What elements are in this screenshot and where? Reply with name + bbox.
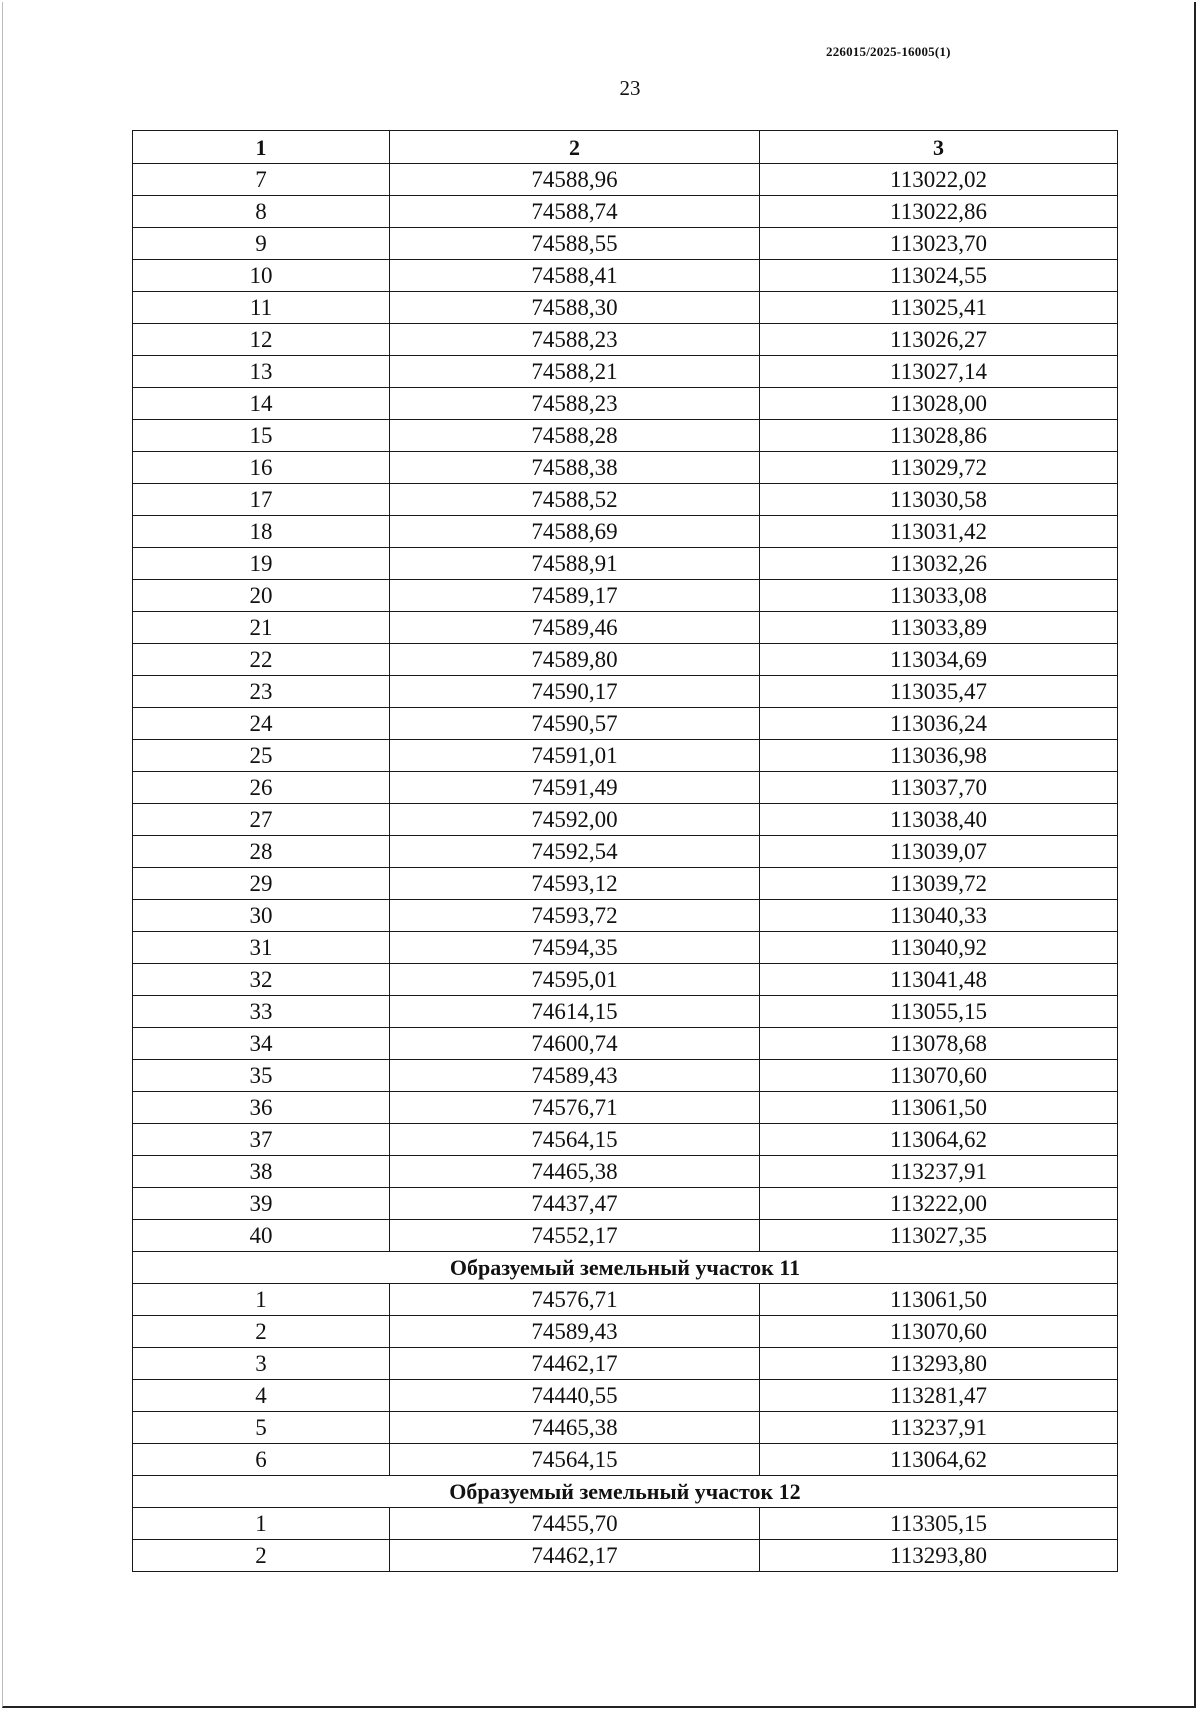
table-row xyxy=(133,548,1118,580)
point-number-cell: 16 xyxy=(133,452,390,484)
point-number-cell: 34 xyxy=(133,1028,390,1060)
point-number-cell: 6 xyxy=(133,1444,390,1476)
x-coordinate-cell: 74588,38 xyxy=(390,452,760,484)
point-number-cell: 12 xyxy=(133,324,390,356)
y-coordinate-cell: 113293,80 xyxy=(760,1540,1118,1572)
table-row xyxy=(133,356,1118,388)
point-number-cell: 28 xyxy=(133,836,390,868)
point-number-cell: 19 xyxy=(133,548,390,580)
table-row xyxy=(133,1412,1118,1444)
table-row xyxy=(133,612,1118,644)
x-coordinate-cell: 74564,15 xyxy=(390,1124,760,1156)
table-header-row xyxy=(133,131,1118,164)
y-coordinate-cell: 113064,62 xyxy=(760,1444,1118,1476)
point-number-cell: 2 xyxy=(133,1316,390,1348)
y-coordinate-cell: 113023,70 xyxy=(760,228,1118,260)
y-coordinate-cell: 113037,70 xyxy=(760,772,1118,804)
point-number-cell: 38 xyxy=(133,1156,390,1188)
table-row xyxy=(133,196,1118,228)
point-number-cell: 27 xyxy=(133,804,390,836)
point-number-cell: 18 xyxy=(133,516,390,548)
table-row xyxy=(133,1220,1118,1252)
point-number-cell: 29 xyxy=(133,868,390,900)
x-coordinate-cell: 74588,41 xyxy=(390,260,760,292)
point-number-cell: 4 xyxy=(133,1380,390,1412)
x-coordinate-cell: 74588,23 xyxy=(390,388,760,420)
point-number-cell: 17 xyxy=(133,484,390,516)
table-row xyxy=(133,324,1118,356)
section-title: Образуемый земельный участок 11 xyxy=(133,1252,1118,1284)
table-row xyxy=(133,260,1118,292)
table-row xyxy=(133,452,1118,484)
x-coordinate-cell: 74589,80 xyxy=(390,644,760,676)
point-number-cell: 9 xyxy=(133,228,390,260)
table-row xyxy=(133,1444,1118,1476)
point-number-cell: 1 xyxy=(133,1284,390,1316)
point-number-cell: 8 xyxy=(133,196,390,228)
column-header-point: 1 xyxy=(133,131,390,164)
table-row xyxy=(133,1124,1118,1156)
x-coordinate-cell: 74592,00 xyxy=(390,804,760,836)
point-number-cell: 26 xyxy=(133,772,390,804)
table-row xyxy=(133,644,1118,676)
table-row xyxy=(133,964,1118,996)
point-number-cell: 21 xyxy=(133,612,390,644)
table-row xyxy=(133,708,1118,740)
x-coordinate-cell: 74588,91 xyxy=(390,548,760,580)
x-coordinate-cell: 74588,23 xyxy=(390,324,760,356)
y-coordinate-cell: 113027,35 xyxy=(760,1220,1118,1252)
y-coordinate-cell: 113061,50 xyxy=(760,1284,1118,1316)
y-coordinate-cell: 113078,68 xyxy=(760,1028,1118,1060)
table-row xyxy=(133,1540,1118,1572)
y-coordinate-cell: 113293,80 xyxy=(760,1348,1118,1380)
table-row xyxy=(133,676,1118,708)
table-row xyxy=(133,164,1118,196)
point-number-cell: 23 xyxy=(133,676,390,708)
x-coordinate-cell: 74592,54 xyxy=(390,836,760,868)
y-coordinate-cell: 113039,72 xyxy=(760,868,1118,900)
x-coordinate-cell: 74589,17 xyxy=(390,580,760,612)
x-coordinate-cell: 74588,96 xyxy=(390,164,760,196)
point-number-cell: 25 xyxy=(133,740,390,772)
table-row xyxy=(133,1508,1118,1540)
table-row xyxy=(133,1316,1118,1348)
table-row xyxy=(133,804,1118,836)
point-number-cell: 39 xyxy=(133,1188,390,1220)
y-coordinate-cell: 113034,69 xyxy=(760,644,1118,676)
column-header-x: 2 xyxy=(390,131,760,164)
y-coordinate-cell: 113036,24 xyxy=(760,708,1118,740)
x-coordinate-cell: 74589,43 xyxy=(390,1060,760,1092)
table-row xyxy=(133,420,1118,452)
y-coordinate-cell: 113032,26 xyxy=(760,548,1118,580)
table-row xyxy=(133,932,1118,964)
document-id: 226015/2025-16005(1) xyxy=(826,44,951,59)
x-coordinate-cell: 74552,17 xyxy=(390,1220,760,1252)
table-row xyxy=(133,900,1118,932)
point-number-cell: 40 xyxy=(133,1220,390,1252)
y-coordinate-cell: 113281,47 xyxy=(760,1380,1118,1412)
y-coordinate-cell: 113061,50 xyxy=(760,1092,1118,1124)
table-row xyxy=(133,388,1118,420)
x-coordinate-cell: 74590,57 xyxy=(390,708,760,740)
y-coordinate-cell: 113030,58 xyxy=(760,484,1118,516)
table-row xyxy=(133,1188,1118,1220)
x-coordinate-cell: 74591,01 xyxy=(390,740,760,772)
table-row xyxy=(133,516,1118,548)
section-title: Образуемый земельный участок 12 xyxy=(133,1476,1118,1508)
x-coordinate-cell: 74576,71 xyxy=(390,1284,760,1316)
point-number-cell: 24 xyxy=(133,708,390,740)
y-coordinate-cell: 113025,41 xyxy=(760,292,1118,324)
y-coordinate-cell: 113039,07 xyxy=(760,836,1118,868)
y-coordinate-cell: 113040,92 xyxy=(760,932,1118,964)
table-row xyxy=(133,1156,1118,1188)
table-row xyxy=(133,1028,1118,1060)
x-coordinate-cell: 74588,69 xyxy=(390,516,760,548)
point-number-cell: 3 xyxy=(133,1348,390,1380)
y-coordinate-cell: 113055,15 xyxy=(760,996,1118,1028)
x-coordinate-cell: 74593,72 xyxy=(390,900,760,932)
table-row xyxy=(133,1060,1118,1092)
table-row xyxy=(133,1380,1118,1412)
y-coordinate-cell: 113035,47 xyxy=(760,676,1118,708)
point-number-cell: 32 xyxy=(133,964,390,996)
table-row xyxy=(133,996,1118,1028)
y-coordinate-cell: 113027,14 xyxy=(760,356,1118,388)
point-number-cell: 7 xyxy=(133,164,390,196)
x-coordinate-cell: 74465,38 xyxy=(390,1156,760,1188)
x-coordinate-cell: 74455,70 xyxy=(390,1508,760,1540)
x-coordinate-cell: 74462,17 xyxy=(390,1540,760,1572)
section-title-row xyxy=(133,1252,1118,1284)
x-coordinate-cell: 74576,71 xyxy=(390,1092,760,1124)
y-coordinate-cell: 113040,33 xyxy=(760,900,1118,932)
point-number-cell: 15 xyxy=(133,420,390,452)
x-coordinate-cell: 74614,15 xyxy=(390,996,760,1028)
y-coordinate-cell: 113026,27 xyxy=(760,324,1118,356)
y-coordinate-cell: 113029,72 xyxy=(760,452,1118,484)
x-coordinate-cell: 74588,52 xyxy=(390,484,760,516)
table-row xyxy=(133,580,1118,612)
x-coordinate-cell: 74588,30 xyxy=(390,292,760,324)
y-coordinate-cell: 113036,98 xyxy=(760,740,1118,772)
coordinates-table xyxy=(132,130,1118,1572)
table-row xyxy=(133,1284,1118,1316)
point-number-cell: 11 xyxy=(133,292,390,324)
y-coordinate-cell: 113028,86 xyxy=(760,420,1118,452)
y-coordinate-cell: 113033,89 xyxy=(760,612,1118,644)
y-coordinate-cell: 113041,48 xyxy=(760,964,1118,996)
x-coordinate-cell: 74437,47 xyxy=(390,1188,760,1220)
x-coordinate-cell: 74588,21 xyxy=(390,356,760,388)
x-coordinate-cell: 74589,46 xyxy=(390,612,760,644)
y-coordinate-cell: 113022,86 xyxy=(760,196,1118,228)
x-coordinate-cell: 74588,74 xyxy=(390,196,760,228)
column-header-y: 3 xyxy=(760,131,1118,164)
x-coordinate-cell: 74564,15 xyxy=(390,1444,760,1476)
table-row xyxy=(133,292,1118,324)
table-row xyxy=(133,484,1118,516)
x-coordinate-cell: 74588,28 xyxy=(390,420,760,452)
y-coordinate-cell: 113064,62 xyxy=(760,1124,1118,1156)
coordinates-table-body xyxy=(133,131,1118,1572)
x-coordinate-cell: 74591,49 xyxy=(390,772,760,804)
table-row xyxy=(133,868,1118,900)
table-row xyxy=(133,1348,1118,1380)
y-coordinate-cell: 113024,55 xyxy=(760,260,1118,292)
y-coordinate-cell: 113028,00 xyxy=(760,388,1118,420)
x-coordinate-cell: 74465,38 xyxy=(390,1412,760,1444)
x-coordinate-cell: 74440,55 xyxy=(390,1380,760,1412)
point-number-cell: 37 xyxy=(133,1124,390,1156)
point-number-cell: 14 xyxy=(133,388,390,420)
table-row xyxy=(133,836,1118,868)
y-coordinate-cell: 113038,40 xyxy=(760,804,1118,836)
point-number-cell: 5 xyxy=(133,1412,390,1444)
y-coordinate-cell: 113237,91 xyxy=(760,1156,1118,1188)
point-number-cell: 13 xyxy=(133,356,390,388)
y-coordinate-cell: 113305,15 xyxy=(760,1508,1118,1540)
point-number-cell: 31 xyxy=(133,932,390,964)
point-number-cell: 20 xyxy=(133,580,390,612)
x-coordinate-cell: 74590,17 xyxy=(390,676,760,708)
x-coordinate-cell: 74593,12 xyxy=(390,868,760,900)
table-row xyxy=(133,228,1118,260)
y-coordinate-cell: 113070,60 xyxy=(760,1060,1118,1092)
y-coordinate-cell: 113033,08 xyxy=(760,580,1118,612)
point-number-cell: 30 xyxy=(133,900,390,932)
x-coordinate-cell: 74595,01 xyxy=(390,964,760,996)
y-coordinate-cell: 113022,02 xyxy=(760,164,1118,196)
x-coordinate-cell: 74594,35 xyxy=(390,932,760,964)
table-row xyxy=(133,740,1118,772)
section-title-row xyxy=(133,1476,1118,1508)
point-number-cell: 10 xyxy=(133,260,390,292)
point-number-cell: 22 xyxy=(133,644,390,676)
point-number-cell: 33 xyxy=(133,996,390,1028)
page-number: 23 xyxy=(619,76,641,100)
table-row xyxy=(133,772,1118,804)
x-coordinate-cell: 74589,43 xyxy=(390,1316,760,1348)
point-number-cell: 1 xyxy=(133,1508,390,1540)
y-coordinate-cell: 113222,00 xyxy=(760,1188,1118,1220)
x-coordinate-cell: 74588,55 xyxy=(390,228,760,260)
point-number-cell: 35 xyxy=(133,1060,390,1092)
y-coordinate-cell: 113031,42 xyxy=(760,516,1118,548)
y-coordinate-cell: 113237,91 xyxy=(760,1412,1118,1444)
point-number-cell: 36 xyxy=(133,1092,390,1124)
point-number-cell: 2 xyxy=(133,1540,390,1572)
x-coordinate-cell: 74600,74 xyxy=(390,1028,760,1060)
y-coordinate-cell: 113070,60 xyxy=(760,1316,1118,1348)
x-coordinate-cell: 74462,17 xyxy=(390,1348,760,1380)
table-row xyxy=(133,1092,1118,1124)
